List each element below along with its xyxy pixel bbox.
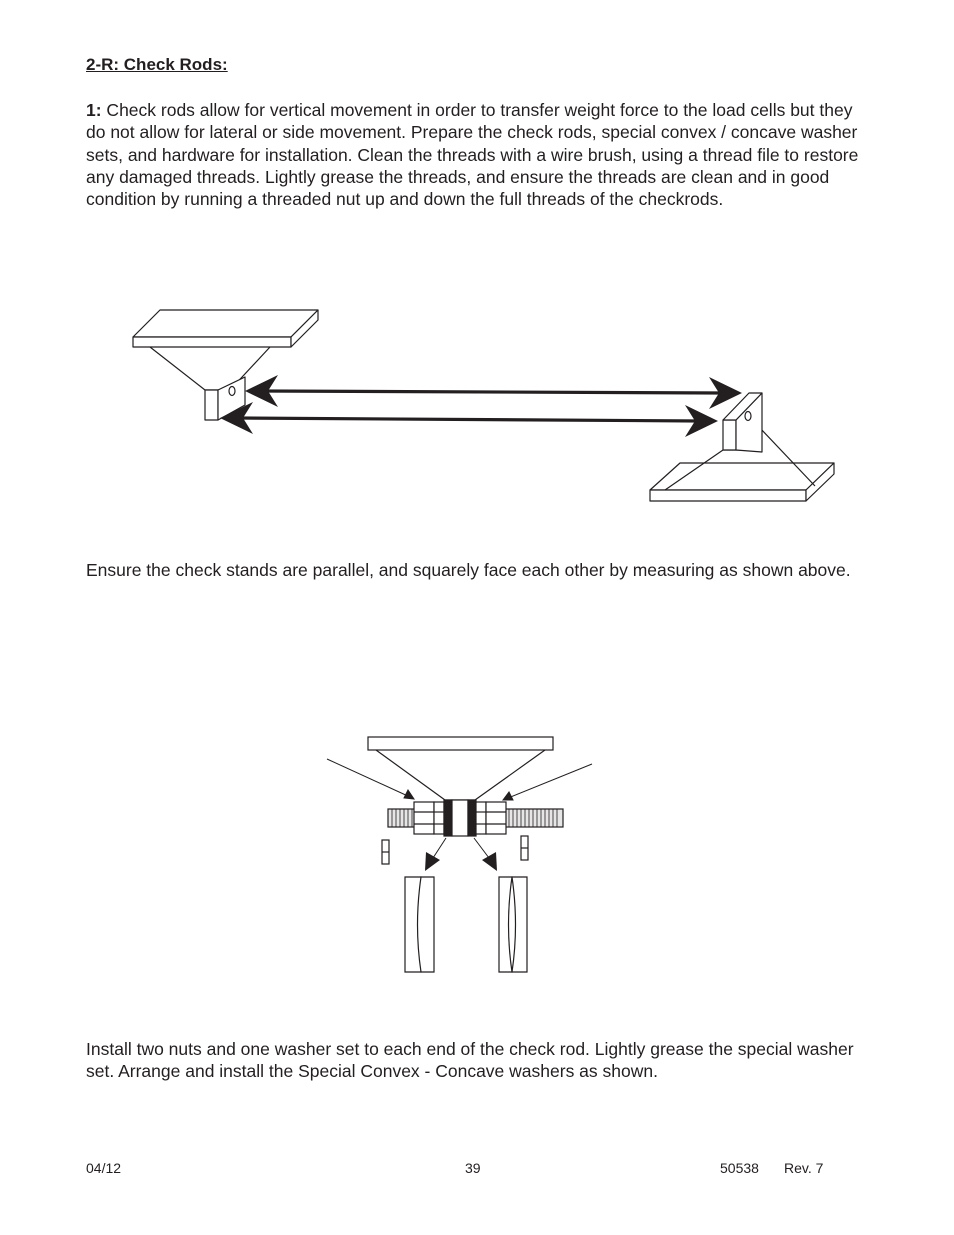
right-leader-arrowhead: [503, 792, 513, 800]
right-outer-nut: [486, 802, 506, 834]
right-washer-pointer-arrowhead: [482, 852, 497, 871]
left-leader-arrowhead: [404, 790, 414, 799]
lower-measure-line: [238, 418, 700, 421]
right-convex-washer: [499, 877, 512, 972]
figure-2-caption: Install two nuts and one washer set to each end of the check rod. Lightly grease the special washer set. Arrange and install the Special Convex - Concave washers as shown.: [86, 1039, 854, 1082]
right-washer: [468, 800, 476, 836]
right-leader-line: [508, 764, 592, 798]
footer-date: 04/12: [86, 1160, 122, 1176]
upper-measure-line: [262, 391, 722, 393]
left-convex-washer: [418, 877, 435, 972]
step-text: Check rods allow for vertical movement in order to transfer weight force to the load cells but they do not allow for lateral or side movement. Prepare the check rods, special convex / concave washer sets, and hardware for installation. Clean the threads with a wire brush, using a thread file to restore any damaged threads. Lightly grease the threads, and ensure the threads are clean and in good condition by running a threaded nut up and down the full threads of the checkrods.: [86, 100, 859, 210]
left-stand-plate-top: [133, 310, 318, 337]
left-inner-nut: [434, 802, 444, 834]
washer-diagram-plate: [368, 737, 553, 750]
right-stand-bracket-front: [723, 420, 736, 450]
left-washer-pointer-arrowhead: [425, 852, 440, 871]
right-inner-nut: [476, 802, 486, 834]
left-washer-pointer-line: [433, 838, 446, 858]
left-stand-gusset: [150, 347, 270, 390]
left-leader-line: [327, 759, 410, 797]
left-washer: [444, 800, 452, 836]
left-stand-bolt-hole: [229, 387, 235, 396]
footer-doc-number: 50538: [720, 1160, 759, 1176]
right-stand-bolt-hole: [745, 412, 751, 421]
right-stand-plate-front: [650, 490, 806, 501]
footer-revision: Rev. 7: [784, 1160, 824, 1176]
left-stand-bracket-front: [205, 390, 218, 420]
bracket-center: [452, 800, 468, 836]
right-concave-washer: [512, 877, 527, 972]
footer-page-number: 39: [465, 1160, 481, 1176]
section-heading: 2-R: Check Rods:: [86, 55, 228, 74]
left-stand-plate-front: [133, 337, 291, 347]
threaded-rod-right: [505, 809, 563, 827]
figure-1-caption: Ensure the check stands are parallel, and squarely face each other by measuring as shown above.: [86, 560, 851, 580]
step-number: 1:: [86, 100, 102, 120]
left-outer-nut: [414, 802, 434, 834]
right-washer-pointer-line: [474, 838, 489, 858]
